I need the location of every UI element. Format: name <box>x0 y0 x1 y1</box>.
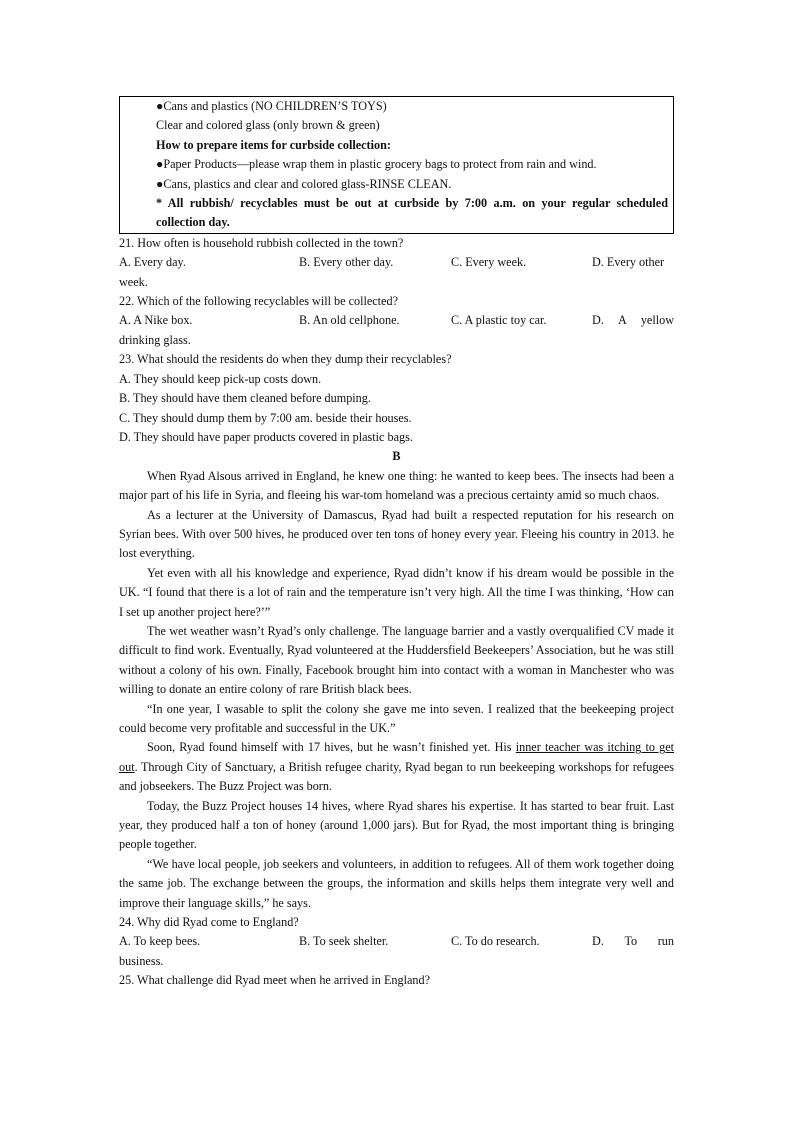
passage-paragraph-4: The wet weather wasn’t Ryad’s only challenge. The language barrier and a vastly overqualified CV made it difficult to find work. Eventually, Ryad volunteered at the Huddersfield Beekeepers’ Association, but he was still without a colony of his own. Finally, Facebook brought him into contact with a woman in Manchester who was willing to donate an entire colony of rare British black bees. <box>119 623 674 697</box>
underlined-phrase: inner teacher was itching to get out <box>119 740 675 774</box>
question-22: 22. Which of the following recyclables will be collected? <box>119 294 398 309</box>
option-22-d-word1: A <box>617 313 627 328</box>
option-21-d-cont: week. <box>119 274 148 289</box>
box-line-cans: ●Cans and plastics (NO CHILDREN’S TOYS) <box>156 99 387 113</box>
passage-paragraph-7: Today, the Buzz Project houses 14 hives, where Ryad shares his expertise. It has started to bear fruit. Last year, they produced half a ton of honey (around 1,000 jars). But for Ryad, the most important thing is bringing people together. <box>119 798 674 852</box>
section-b-title: B <box>392 449 401 464</box>
options-22 <box>119 311 674 330</box>
passage-paragraph-6-start: Soon, Ryad found himself with 17 hives, but he wasn’t finished yet. His <box>147 740 516 755</box>
option-22-d <box>592 311 674 330</box>
option-21-d: D. Every other <box>592 255 665 270</box>
option-23-a: A. They should keep pick-up costs down. <box>119 371 322 386</box>
option-21-a: A. Every day. <box>119 255 186 270</box>
option-22-a: A. A Nike box. <box>119 313 193 328</box>
question-24: 24. Why did Ryad come to England? <box>119 915 299 930</box>
option-23-d: D. They should have paper products covered in plastic bags. <box>119 429 413 444</box>
option-23-c: C. They should dump them by 7:00 am. beside their houses. <box>119 410 412 425</box>
option-22-b: B. An old cellphone. <box>299 313 400 328</box>
option-23-b: B. They should have them cleaned before dumping. <box>119 391 371 406</box>
passage-paragraph-6-end: . Through City of Sanctuary, a British refugee charity, Ryad began to run beekeeping workshops for refugees and jobseekers. The Buzz Project was born. <box>119 759 674 794</box>
question-25: 25. What challenge did Ryad meet when he arrived in England? <box>119 973 430 988</box>
option-24-d-word1: To <box>624 934 638 949</box>
passage-paragraph-8: “We have local people, job seekers and volunteers, in addition to refugees. All of them work together doing the same job. The exchange between the groups, the information and skills helps them integrate very well and improve their language skills,” he says. <box>119 856 674 910</box>
passage-paragraph-6 <box>119 738 674 796</box>
box-line-rinse: ●Cans, plastics and clear and colored glass-RINSE CLEAN. <box>156 176 452 191</box>
box-line-paper: ●Paper Products—please wrap them in plastic grocery bags to protect from rain and wind. <box>156 157 597 172</box>
option-22-d-word2: yellow <box>640 313 674 328</box>
option-22-d-cont: drinking glass. <box>119 332 191 347</box>
option-24-d-letter: D. <box>592 934 604 949</box>
passage-paragraph-1: When Ryad Alsous arrived in England, he knew one thing: he wanted to keep bees. The insects had been a major part of his life in Syria, and fleeing his war-tom homeland was a precious certainty amid so much chaos. <box>119 468 674 503</box>
option-21-c: C. Every week. <box>451 255 527 270</box>
box-line-glass: Clear and colored glass (only brown & green) <box>156 118 380 133</box>
notice-box <box>119 96 674 234</box>
options-24 <box>119 932 674 951</box>
box-heading-prepare: How to prepare items for curbside collection: <box>156 137 391 152</box>
passage-paragraph-3: Yet even with all his knowledge and experience, Ryad didn’t know if his dream would be possible in the UK. “I found that there is a lot of rain and the temperature isn’t very high. All the time I was thinking, ‘How can I set up another project here?’” <box>119 565 674 619</box>
passage-paragraph-2: As a lecturer at the University of Damascus, Ryad had built a respected reputation for his research on Syrian bees. With over 500 hives, he produced over ten tons of honey every year. Fleeing his country in 2013. he lost everything. <box>119 507 674 561</box>
option-24-b: B. To seek shelter. <box>299 934 389 949</box>
option-24-c: C. To do research. <box>451 934 540 949</box>
option-24-d-word2: run <box>657 934 674 949</box>
document-page <box>119 96 674 991</box>
box-line-deadline: * All rubbish/ recyclables must be out at curbside by 7:00 a.m. on your regular scheduled collection day. <box>156 196 668 230</box>
option-22-c: C. A plastic toy car. <box>451 313 547 328</box>
option-24-a: A. To keep bees. <box>119 934 201 949</box>
question-21: 21. How often is household rubbish collected in the town? <box>119 235 404 250</box>
option-24-d-cont: business. <box>119 953 164 968</box>
question-23: 23. What should the residents do when they dump their recyclables? <box>119 352 452 367</box>
options-21 <box>119 253 674 272</box>
passage-paragraph-5: “In one year, I wasable to split the colony she gave me into seven. I realized that the beekeeping project could become very profitable and successful in the UK.” <box>119 701 674 735</box>
option-21-b: B. Every other day. <box>299 255 394 270</box>
option-22-d-letter: D. <box>592 313 604 328</box>
option-24-d <box>592 932 674 951</box>
